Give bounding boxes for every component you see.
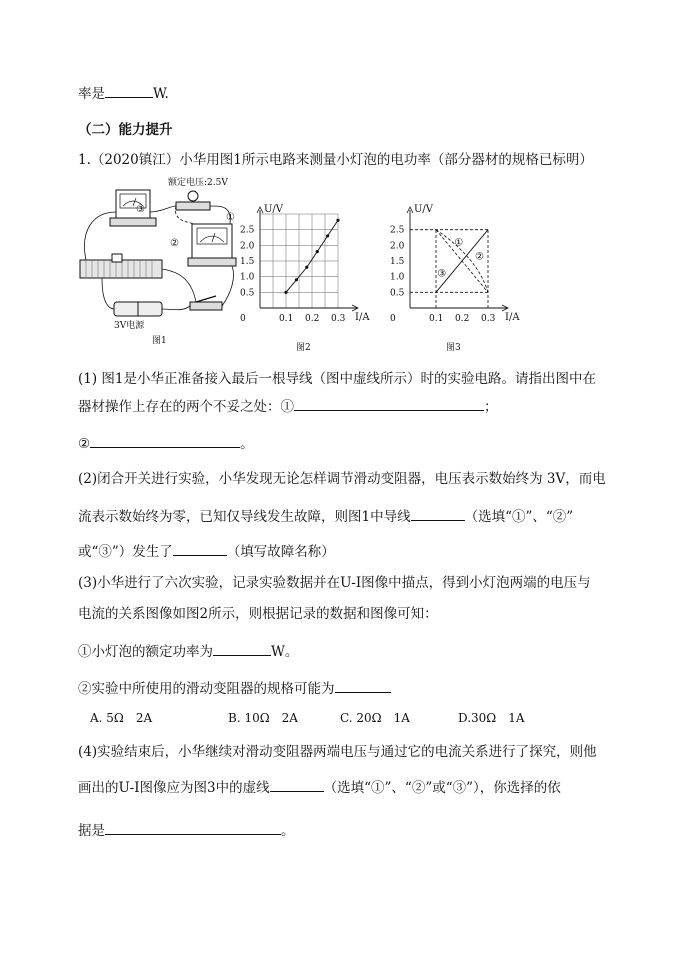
y-tick-label: 1.0 [240, 272, 255, 283]
y-tick-label: 1.5 [390, 257, 405, 267]
data-point [305, 266, 308, 269]
answer-blank[interactable] [213, 643, 271, 656]
y-tick-label: 2.5 [390, 225, 405, 236]
y-tick-label: 0.5 [240, 288, 255, 299]
answer-blank[interactable] [294, 398, 484, 411]
figure-3-chart [386, 204, 536, 354]
figure-2-caption: 图2 [296, 343, 311, 353]
answer-blank[interactable] [105, 822, 281, 835]
switch-icon [190, 302, 222, 310]
y-tick-label: 1.0 [390, 272, 405, 283]
x-tick-label: 0 [240, 314, 246, 324]
x-axis-label: I/A [355, 312, 370, 323]
part2-line2: 流表示数始终为零，已知仅导线发生故障，则图1中导线 （选填“①”、“②” [78, 509, 574, 525]
answer-blank[interactable] [173, 543, 227, 556]
answer-blank[interactable] [90, 435, 240, 448]
x-tick-label: 0 [390, 314, 396, 324]
part4-line2: 画出的U-I图像应为图3中的虚线 （选填“①”、“②”或“③”），你选择的依 [78, 780, 561, 796]
option-b: B. 10Ω 2A [228, 711, 298, 725]
x-tick-label: 0.1 [279, 314, 294, 324]
rheostat-icon [80, 260, 162, 278]
part2-line3: 或“③”）发生了 （填写故障名称） [78, 544, 335, 560]
answer-blank[interactable] [270, 779, 324, 792]
data-point [326, 234, 329, 237]
part4-line1: (4)实验结束后，小华继续对滑动变阻器两端电压与通过它的电流关系进行了探究，则他 [78, 744, 597, 760]
curve-label-2: ② [475, 251, 484, 263]
wire-label-3: ③ [136, 204, 145, 215]
part2-line1: (2)闭合开关进行实验，小华发现无论怎样调节滑动变阻器，电压表示数始终为 3V，而电 [78, 471, 606, 487]
wire-label-2: ② [170, 238, 179, 249]
part3-sub1: ①小灯泡的额定功率为 W。 [78, 644, 299, 660]
answer-blank[interactable] [335, 680, 391, 693]
x-tick-label: 0.3 [331, 314, 346, 324]
x-tick-label: 0.1 [429, 314, 444, 324]
figure-1-circuit [72, 172, 244, 347]
y-tick-label: 2.0 [240, 241, 255, 252]
svg-text:额定电压:2.5V: 额定电压:2.5V [168, 178, 228, 188]
figure-2-chart [236, 204, 386, 354]
figure-1-caption: 图1 [152, 336, 167, 346]
section-title: （二）能力提升 [78, 122, 173, 138]
option-a: A. 5Ω 2A [90, 711, 153, 725]
y-tick-label: 2.0 [390, 241, 405, 252]
part1-line1: (1) 图1是小华正准备接入最后一根导线（图中虚线所示）时的实验电路。请指出图中在 [78, 371, 597, 387]
x-axis-label: I/A [505, 312, 520, 323]
curve-label-3: ③ [437, 268, 447, 280]
part4-line3: 据是 。 [78, 823, 295, 839]
part1-line2: 器材操作上存在的两个不妥之处：① ； [78, 399, 498, 415]
part1-line3: ② 。 [78, 436, 254, 452]
y-tick-label: 1.5 [240, 257, 255, 267]
y-axis-label: U/V [264, 204, 284, 215]
y-axis-label: U/V [414, 204, 434, 215]
data-point [295, 278, 298, 281]
prev-answer-line: 率是 W. [78, 86, 169, 102]
figure-3-caption: 图3 [446, 343, 461, 353]
question-stem: 1.（2020镇江）小华用图1所示电路来测量小灯泡的电功率（部分器材的规格已标明） [78, 152, 593, 168]
data-point [316, 250, 319, 253]
part3-sub2: ②实验中所使用的滑动变阻器的规格可能为 [78, 677, 391, 697]
x-tick-label: 0.2 [455, 314, 470, 324]
x-tick-label: 0.2 [305, 314, 320, 324]
data-point [284, 291, 287, 294]
bulb-icon [176, 202, 210, 210]
x-tick-label: 0.3 [481, 314, 496, 324]
option-c: C. 20Ω 1A [340, 711, 410, 725]
part3-line2: 电流的关系图像如图2所示，则根据记录的数据和图像可知： [78, 606, 438, 622]
curve-label-1: ① [454, 237, 464, 249]
y-tick-label: 2.5 [240, 225, 255, 236]
y-tick-label: 0.5 [390, 288, 405, 299]
wire-label-1: ① [226, 212, 235, 223]
answer-blank[interactable] [105, 85, 153, 98]
option-d: D.30Ω 1A [458, 711, 525, 725]
part3-line1: (3)小华进行了六次实验，记录实验数据并在U-I图像中描点，得到小灯泡两端的电压与 [78, 575, 591, 591]
data-point [336, 219, 339, 222]
answer-blank[interactable] [411, 508, 465, 521]
svg-text:3V电源: 3V电源 [114, 321, 145, 331]
